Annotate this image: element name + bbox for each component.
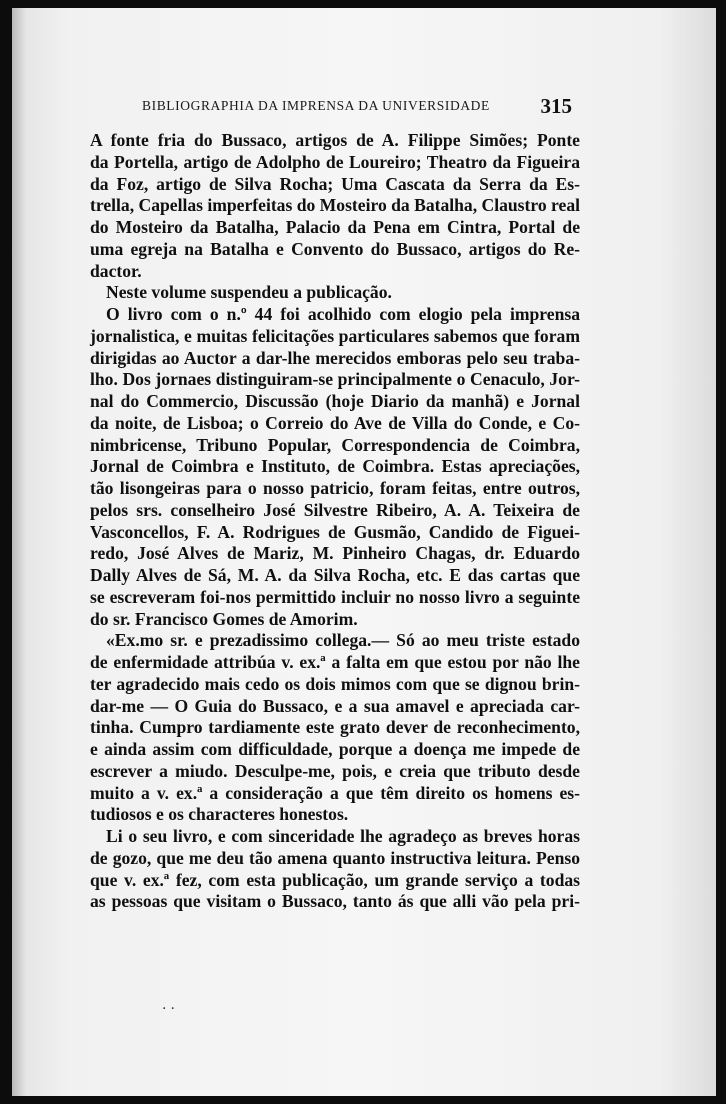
text-line: jornalistica, e muitas felicitações particulares sabemos que foram — [90, 325, 580, 346]
book-page — [12, 8, 716, 1096]
text-line: ter agradecido mais cedo os dois mimos com que se dignou brin- — [90, 673, 580, 694]
text-line: tudiosos e os characteres honestos. — [90, 804, 349, 825]
text-line: de gozo, que me deu tão amena quanto instructiva leitura. Penso — [90, 847, 580, 868]
text-line: da Portella, artigo de Adolpho de Loureiro; Theatro da Figueira — [90, 151, 580, 172]
text-line: e ainda assim com difficuldade, porque a doença me impede de — [90, 739, 580, 759]
text-line: uma egreja na Batalha e Convento do Bussaco, artigos do Re- — [90, 238, 580, 259]
text-line: pelos srs. conselheiro José Silvestre Ribeiro, A. A. Teixeira de — [90, 499, 580, 520]
print-specks: ·· — [162, 1001, 179, 1017]
text-line: dar-me — O Guia do Bussaco, e a sua amavel e apreciada car- — [90, 695, 580, 716]
text-line: se escreveram foi-nos permittido incluir no nosso livro a seguinte — [90, 586, 580, 607]
text-line: Jornal de Coimbra e Instituto, de Coimbra. Estas apreciações, — [90, 456, 580, 477]
text-line: redo, José Alves de Mariz, M. Pinheiro Chagas, dr. Eduardo — [90, 543, 580, 564]
text-line: do sr. Francisco Gomes de Amorim. — [90, 608, 358, 629]
text-line: da Foz, artigo de Silva Rocha; Uma Cascata da Serra da Es- — [90, 173, 580, 194]
text-line: «Ex.mo sr. e prezadissimo collega.— Só ao meu triste estado — [106, 630, 580, 651]
text-line: dactor. — [90, 260, 142, 281]
text-line: lho. Dos jornaes distinguiram-se principalmente o Cenaculo, Jor- — [90, 369, 580, 390]
text-line: Li o seu livro, e com sinceridade lhe agradeço as breves horas — [106, 826, 580, 846]
body-text — [90, 130, 580, 913]
text-line: nimbricense, Tribuno Popular, Correspondencia de Coimbra, — [90, 434, 580, 455]
text-line: Dally Alves de Sá, M. A. da Silva Rocha, etc. E das cartas que — [90, 565, 580, 585]
text-line: da noite, de Lisboa; o Correio do Ave de Villa do Conde, e Co- — [90, 412, 580, 433]
page-header — [142, 94, 572, 118]
page-edge-shadow — [12, 8, 26, 1096]
text-line: O livro com o n.º 44 foi acolhido com elogio pela imprensa — [106, 304, 580, 324]
text-line: nal do Commercio, Discussão (hoje Diario da manhã) e Jornal — [90, 391, 580, 411]
text-line: dirigidas ao Auctor a dar-lhe merecidos emboras pelo seu traba- — [90, 347, 580, 368]
text-line: Vasconcellos, F. A. Rodrigues de Gusmão, Candido de Figuei- — [90, 521, 580, 542]
text-line: escrever a miudo. Desculpe-me, pois, e creia que tributo desde — [90, 760, 580, 781]
text-line: que v. ex.ª fez, com esta publicação, um grande serviço a todas — [90, 869, 580, 890]
text-line: tinha. Cumpro tardiamente este grato dever de reconhecimento, — [90, 717, 580, 738]
running-title: BIBLIOGRAPHIA DA IMPRENSA DA UNIVERSIDADE — [142, 98, 490, 113]
text-line: de enfermidade attribúa v. ex.ª a falta em que estou por não lhe — [90, 652, 580, 672]
text-line: muito a v. ex.ª a consideração a que têm direito os homens es- — [90, 782, 580, 803]
text-line: tão lisongeiras para o nosso patricio, foram feitas, entre outros, — [90, 478, 580, 498]
text-line: Neste volume suspendeu a publicação. — [106, 282, 392, 303]
page-number: 315 — [540, 94, 572, 118]
text-line: trella, Capellas imperfeitas do Mosteiro da Batalha, Claustro real — [90, 195, 580, 216]
text-line: do Mosteiro da Batalha, Palacio da Pena em Cintra, Portal de — [90, 217, 580, 237]
text-line: as pessoas que visitam o Bussaco, tanto ás que alli vão pela pri- — [90, 891, 580, 912]
text-line: A fonte fria do Bussaco, artigos de A. Filippe Simões; Ponte — [90, 130, 580, 150]
